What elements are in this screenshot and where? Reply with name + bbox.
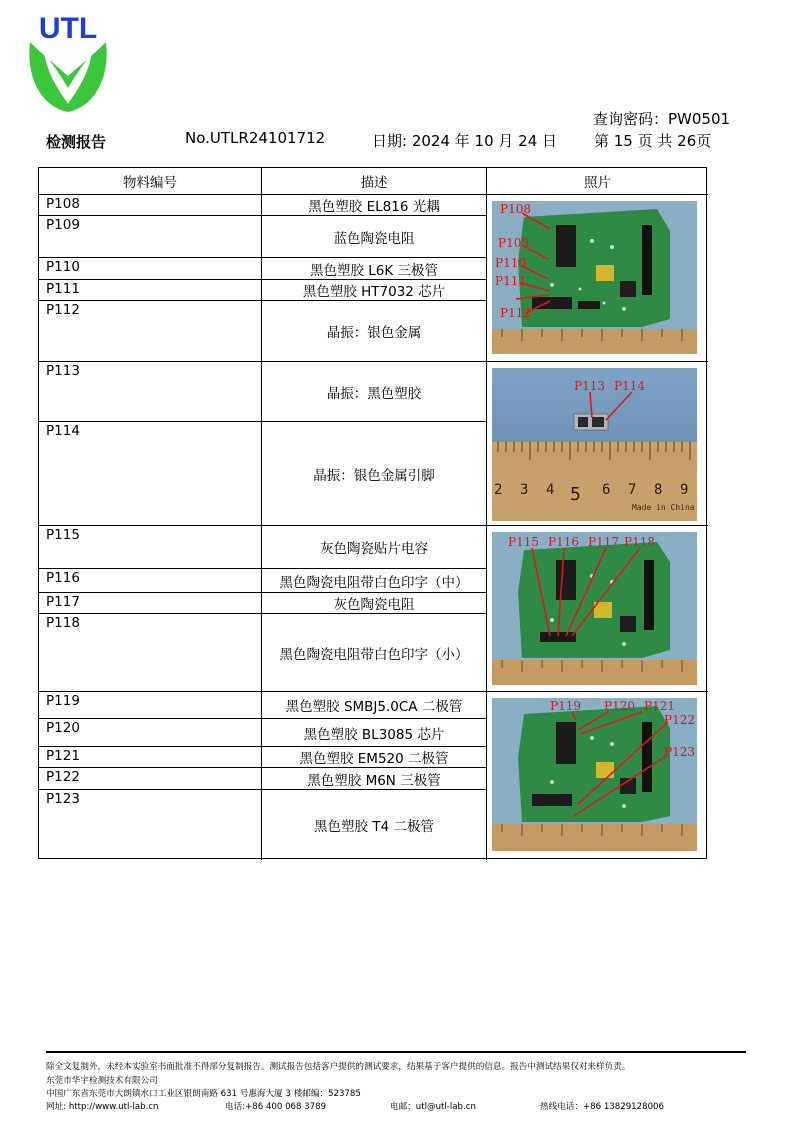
code-cell: P119 (39, 692, 262, 719)
ruler-number: 3 (520, 482, 529, 498)
code-cell: P116 (39, 569, 262, 593)
code-cell: P118 (39, 614, 262, 692)
code-cell: P112 (39, 301, 262, 362)
photo-label-p118: P118 (624, 535, 655, 549)
utl-logo (18, 8, 118, 116)
svg-text:UTL: UTL (38, 12, 98, 45)
footer-website[interactable]: 网址: http://www.utl-lab.cn (46, 1102, 159, 1112)
photo-label-p120: P120 (604, 699, 635, 713)
footer-address: 中国广东省东莞市大朗镇水口工业区银朗南路 631 号惠海大厦 3 楼邮编：523785 (46, 1089, 361, 1099)
desc-cell: 黑色陶瓷电阻带白色印字（中） (262, 569, 487, 593)
photo-label-p122: P122 (664, 713, 695, 727)
code-cell: P113 (39, 362, 262, 422)
ruler-number: 6 (602, 482, 611, 498)
footer-divider (46, 1051, 746, 1053)
desc-cell: 晶振：银色金属 (262, 301, 487, 362)
photo-label-p110: P110 (495, 256, 526, 270)
code-cell: P111 (39, 280, 262, 301)
footer-disclaimer: 除全文复制外，未经本实验室书面批准不得部分复制报告。测试报告包括客户提供的测试要求，结果基于客户提供的信息。报告中测试结果仅对来样负责。 (46, 1062, 631, 1072)
code-cell: P115 (39, 526, 262, 569)
ruler-number: 9 (680, 482, 689, 498)
desc-cell: 黑色塑胶 HT7032 芯片 (262, 280, 487, 301)
desc-cell: 蓝色陶瓷电阻 (262, 216, 487, 258)
crystal-photo (492, 368, 697, 521)
photo-label-p119: P119 (550, 699, 581, 713)
photo-label-p112: P112 (500, 306, 531, 320)
code-cell: P123 (39, 790, 262, 860)
desc-cell: 黑色塑胶 EL816 光耦 (262, 195, 487, 216)
photo-label-p121: P121 (644, 699, 675, 713)
photo-label-p117: P117 (588, 535, 619, 549)
desc-cell: 黑色陶瓷电阻带白色印字（小） (262, 614, 487, 692)
report-label: 检测报告 (46, 133, 107, 151)
desc-cell: 黑色塑胶 EM520 二极管 (262, 747, 487, 768)
code-cell: P120 (39, 719, 262, 747)
desc-cell: 黑色塑胶 SMBJ5.0CA 二极管 (262, 692, 487, 719)
ruler-number: 7 (628, 482, 637, 498)
page-number: 第 15 页 共 26页 (594, 132, 712, 150)
code-cell: P117 (39, 593, 262, 614)
report-date: 日期: 2024 年 10 月 24 日 (372, 132, 558, 150)
ruler-number: 5 (570, 484, 581, 505)
photo-label-p115: P115 (508, 535, 539, 549)
photo-label-p116: P116 (548, 535, 579, 549)
footer-email[interactable]: 电邮：utl@utl-lab.cn (390, 1102, 476, 1112)
ruler-number: 4 (546, 482, 555, 498)
code-cell: P108 (39, 195, 262, 216)
photo-label-p113: P113 (574, 379, 605, 393)
code-cell: P114 (39, 422, 262, 526)
report-number: No.UTLR24101712 (185, 129, 326, 147)
photo-label-p123: P123 (664, 745, 695, 759)
photo-label-p109: P109 (498, 236, 529, 250)
photo-label-p108: P108 (500, 202, 531, 216)
footer-phone: 电话:+86 400 068 3789 (225, 1102, 327, 1112)
photo-label-p111: P111 (495, 274, 526, 288)
code-cell: P110 (39, 258, 262, 280)
pcb-photo-3 (492, 698, 697, 851)
code-cell: P121 (39, 747, 262, 768)
code-cell: P109 (39, 216, 262, 258)
code-cell: P122 (39, 768, 262, 790)
column-header-desc: 描述 (262, 168, 487, 195)
query-code: 查询密码：PW0501 (593, 110, 731, 128)
desc-cell: 黑色塑胶 T4 二极管 (262, 790, 487, 860)
column-header-photo: 照片 (487, 168, 708, 195)
materials-table (38, 167, 707, 859)
photo-label-p114: P114 (614, 379, 645, 393)
column-header-code: 物料编号 (39, 168, 262, 195)
pcb-photo-2 (492, 532, 697, 685)
desc-cell: 晶振：黑色塑胶 (262, 362, 487, 422)
desc-cell: 黑色塑胶 L6K 三极管 (262, 258, 487, 280)
footer-hotline: 热线电话：+86 13829128006 (540, 1102, 664, 1112)
desc-cell: 灰色陶瓷电阻 (262, 593, 487, 614)
footer-company: 东莞市华宇检测技术有限公司 (46, 1076, 158, 1086)
pcb-photo-1 (492, 201, 697, 354)
ruler-text: Made in China (632, 503, 695, 512)
desc-cell: 灰色陶瓷贴片电容 (262, 526, 487, 569)
desc-cell: 黑色塑胶 BL3085 芯片 (262, 719, 487, 747)
desc-cell: 晶振：银色金属引脚 (262, 422, 487, 526)
ruler-number: 8 (654, 482, 663, 498)
desc-cell: 黑色塑胶 M6N 三极管 (262, 768, 487, 790)
ruler-number: 2 (494, 482, 503, 498)
